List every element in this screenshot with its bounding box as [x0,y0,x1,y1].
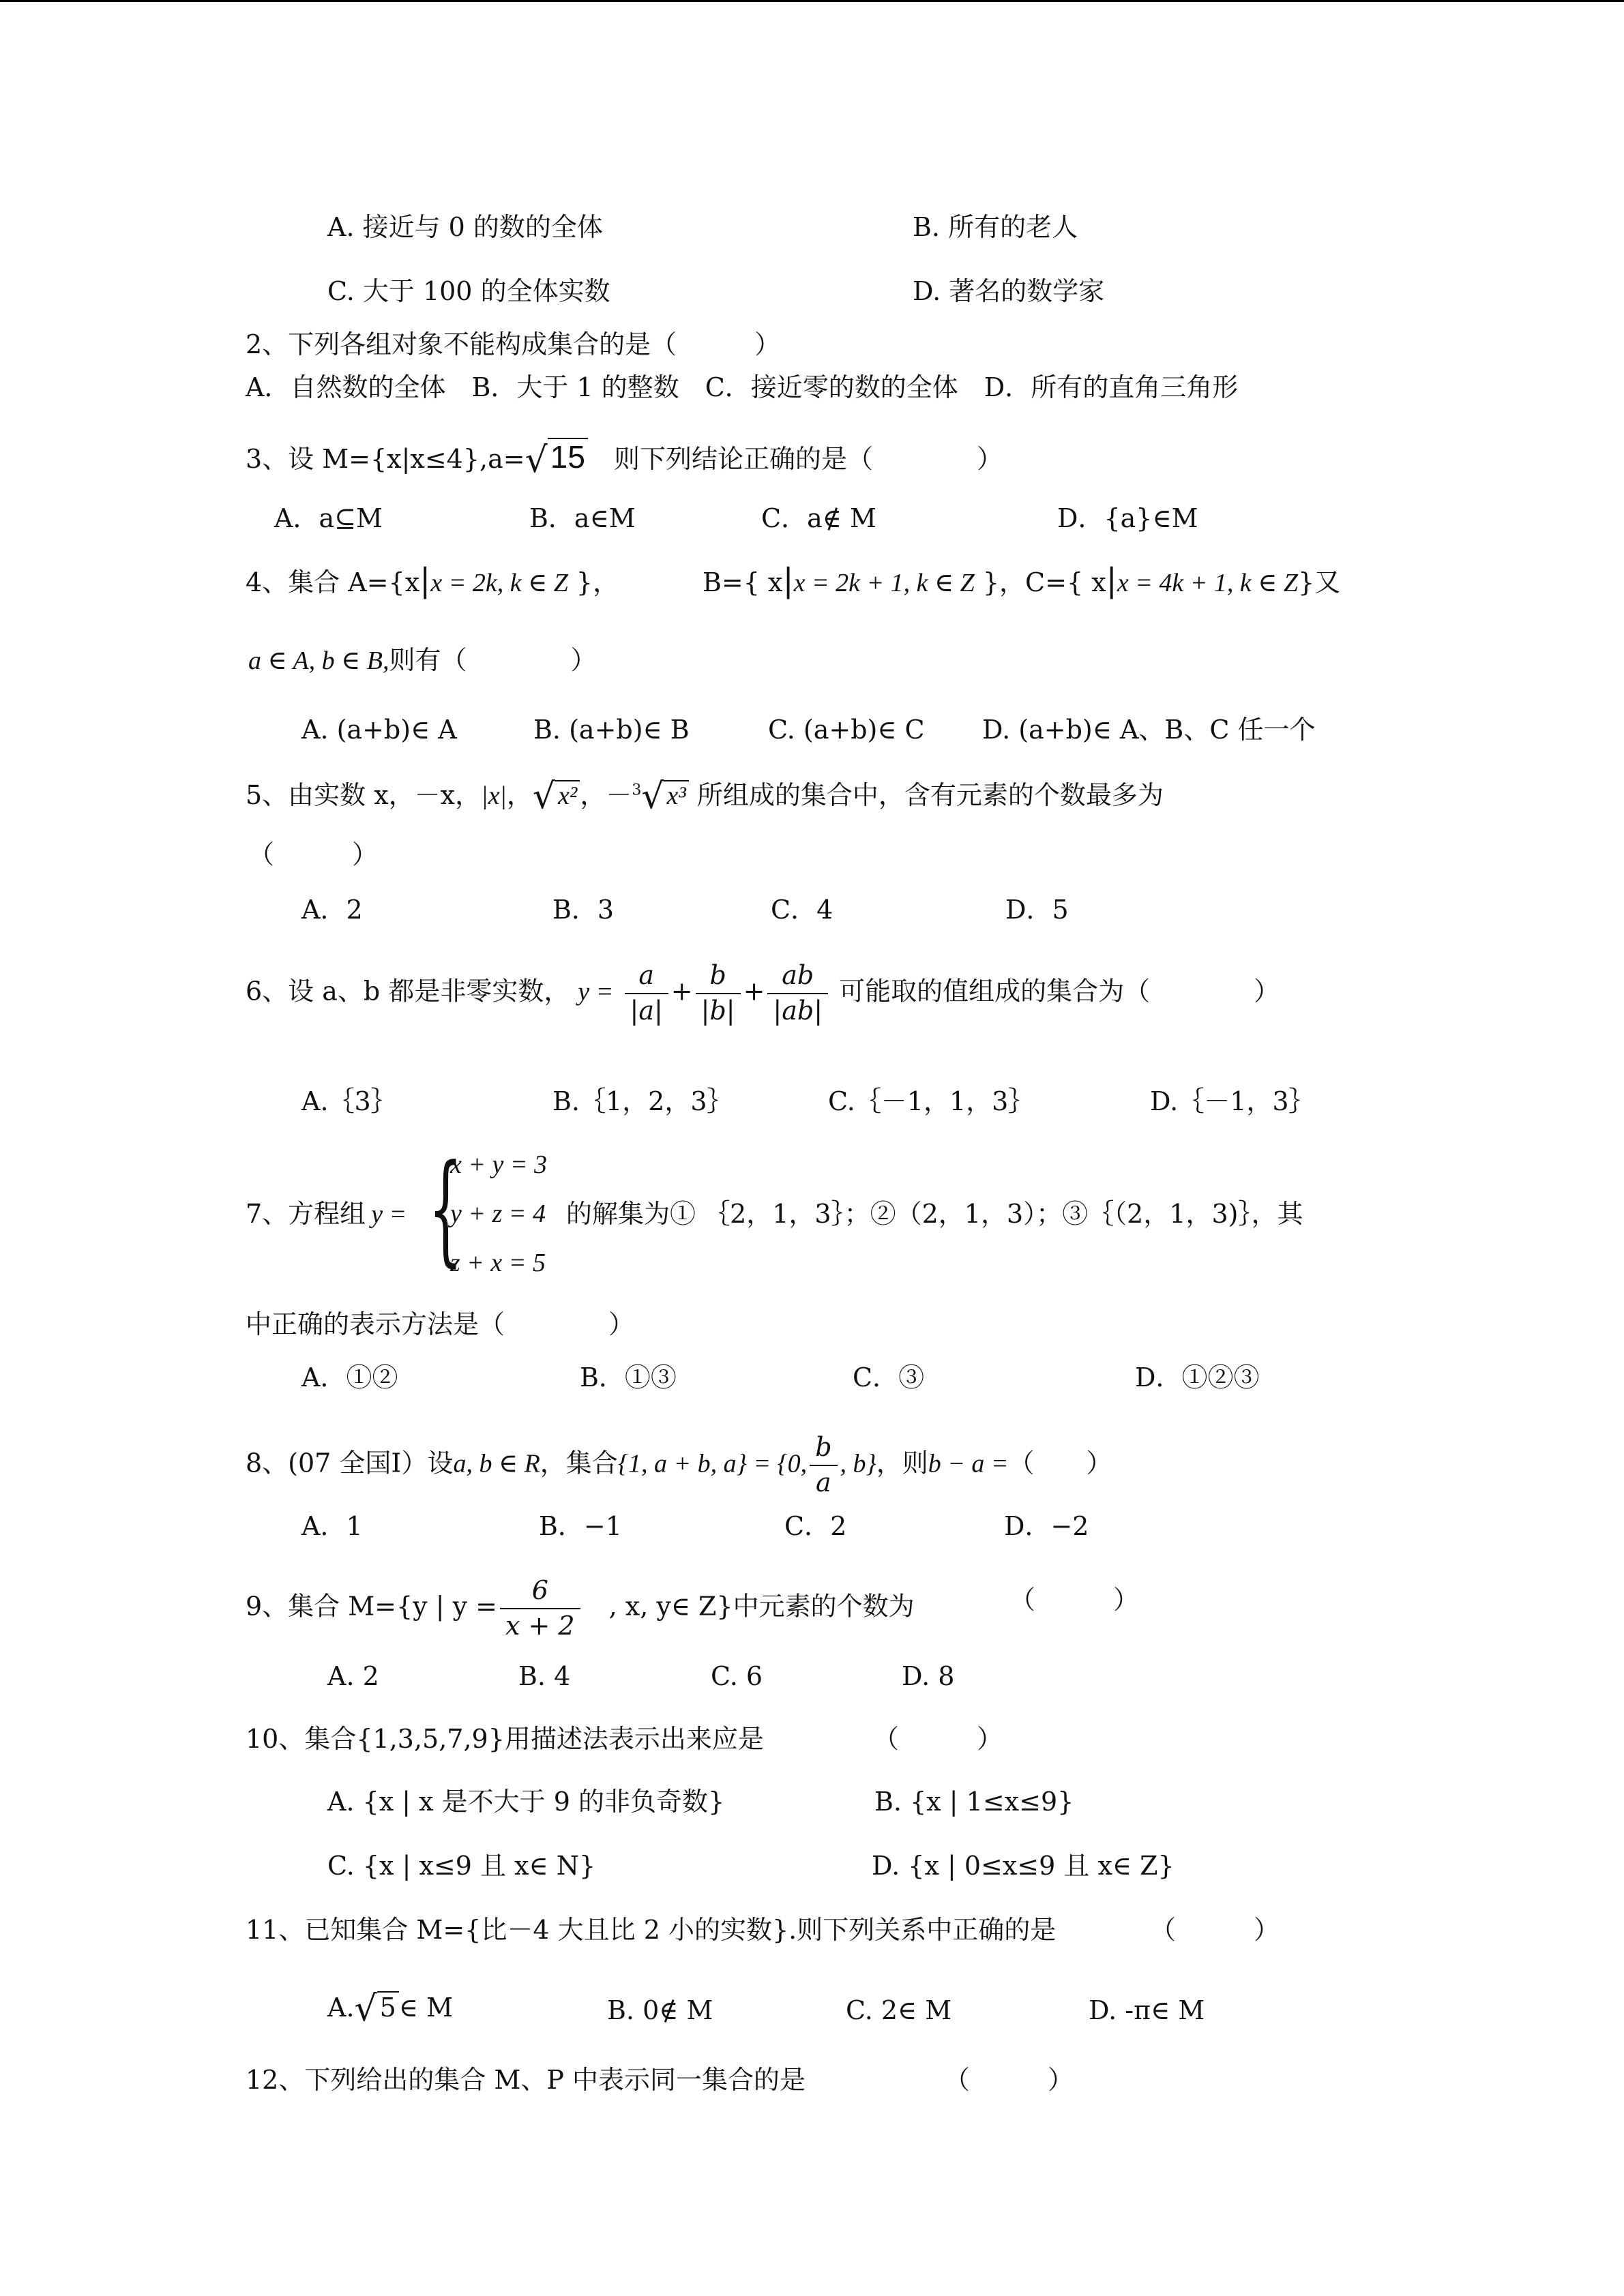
q1-option-c: C. 大于 100 的全体实数 [327,276,610,306]
q5-stem-pre: 5、由实数 x，－x， [246,780,482,810]
q11-option-b: B. 0∉ M [607,1995,713,2025]
q8-option-c: C．2 [784,1511,847,1541]
q8-tail: ，则 [876,1448,928,1478]
q8-ab-in-r: a, b ∈ R [453,1449,540,1478]
q5-option-c: C．4 [771,895,833,925]
q4-cond-a: x = 2k, k ∈ Z [430,569,568,597]
q7-option-b: B．①③ [580,1362,677,1392]
q5-option-d: D．5 [1005,895,1069,925]
q9-paren: （ ） [1009,1585,1140,1615]
q6-option-c: C.｛－1，1，3｝ [828,1086,1035,1116]
q8-set-left: {1, a + b, a} = {0, [617,1449,808,1478]
q6-num-a: a [625,961,668,994]
q11-sqrt: √ 5 [355,1990,399,2029]
q9-fraction [500,1577,580,1641]
q11-option-a [327,1990,453,2029]
q4-option-a: A. (a+b)∈ A [301,715,457,745]
q5-stem-post: 所组成的集合中，含有元素的个数最多为 [696,780,1164,810]
q6-den-ab: |ab| [773,995,823,1026]
q10-option-c: C. {x | x≤9 且 x∈ N} [327,1851,596,1881]
q1-option-d: D. 著名的数学家 [913,276,1105,306]
q6-fraction-b [696,961,741,1026]
q6-fraction-ab [767,961,828,1026]
q5-answer-paren: （ ） [248,839,379,869]
q7-stem-pre-text: 7、方程组 [246,1199,366,1229]
q6-den-b: |b| [700,995,735,1026]
q10-stem: 10、集合{1,3,5,7,9}用描述法表示出来应是 [246,1724,764,1754]
q8-option-d: D．−2 [1004,1511,1089,1541]
q3-stem [246,440,1003,480]
q9-option-c: C. 6 [711,1661,763,1691]
q8-mid: ，集合 [540,1448,618,1478]
q9-frac-den: x + 2 [505,1610,575,1641]
q5-option-b: B．3 [552,895,615,925]
q4-stem-end: }又 [1297,567,1341,597]
q4-option-b: B. (a+b)∈ B [533,715,690,745]
q2-stem: 2、下列各组对象不能构成集合的是（ ） [246,329,781,359]
q10-option-a: A. {x | x 是不大于 9 的非负奇数} [327,1787,725,1817]
q3-option-b: B．a∈M [529,503,636,533]
q4-option-d: D. (a+b)∈ A、B、C 任一个 [982,715,1316,745]
q8-paren: （ ） [1008,1448,1112,1478]
q5-abs-x: |x| [481,781,507,810]
q9-frac-num: 6 [500,1577,580,1609]
q6-option-d: D.｛－1，3｝ [1150,1086,1315,1116]
q8-stem-pre: 8、(07 全国Ⅰ）设 [246,1448,454,1478]
q7-y-eq: y = [371,1200,407,1229]
q8-b-minus-a: b − a = [928,1449,1009,1478]
q6-num-b: b [696,961,741,994]
q3-radicand: 15 [548,438,588,475]
q1-option-a: A. 接近与 0 的数的全体 [327,212,603,242]
q9-option-d: D. 8 [902,1661,955,1691]
q10-option-d: D. {x | 0≤x≤9 且 x∈ Z} [872,1851,1175,1881]
q8-option-b: B．−1 [539,1511,622,1541]
q4-cond-c: x = 4k + 1, k ∈ Z [1117,569,1298,597]
q4-stem-b: B={ x [703,567,783,597]
q4-line2-text: 则有（ ） [389,645,597,675]
q8-stem [246,1433,1112,1497]
q3-option-a: A．a⊆M [274,503,383,533]
q7-eq3: z + x = 5 [450,1249,546,1277]
q9-option-b: B. 4 [518,1661,571,1691]
q7-stem-pre [246,1200,407,1229]
q11-radicand: 5 [377,1991,399,2023]
q6-y-eq: y = [578,977,614,1007]
q4-line2-math: a ∈ A, b ∈ B, [248,646,389,675]
q1-option-b: B. 所有的老人 [913,212,1078,242]
q11-option-d: D. -π∈ M [1089,1995,1205,2025]
q3-stem-pre: 3、设 M={x|x≤4},a= [246,444,525,474]
q4-stem-c: C={ x [1025,567,1106,597]
q7-option-c: C．③ [853,1362,925,1392]
q7-eq2: y + z = 4 [450,1199,546,1228]
q3-option-c: C．a∉ M [761,503,876,533]
q9-stem-post: , x, y∈ Z}中元素的个数为 [582,1591,915,1622]
q4-line2 [248,646,597,676]
q6-option-b: B.｛1，2，3｝ [552,1086,733,1116]
q12-paren: （ ） [944,2065,1074,2095]
q4-stem-a: 4、集合 A={x [246,567,420,597]
q11-option-c: C. 2∈ M [846,1995,952,2025]
q6-num-ab: ab [767,961,828,994]
q5-cbrt-arg: x³ [664,780,688,810]
q11-paren: （ ） [1150,1915,1280,1945]
q9-stem [246,1577,915,1641]
q3-option-d: D．{a}∈M [1057,503,1198,533]
q9-option-a: A. 2 [327,1661,379,1691]
q10-paren: （ ） [873,1724,1003,1754]
q6-stem-pre: 6、设 a、b 都是非零实数， [246,976,570,1007]
q6-fraction-a [625,961,668,1026]
q6-option-a: A.｛3｝ [301,1086,397,1116]
q7-eq1: x + y = 3 [450,1150,548,1179]
q5-option-a: A．2 [301,895,363,925]
q2-options: A．自然数的全体 B．大于 1 的整数 C．接近零的数的全体 D．所有的直角三角形 [246,372,1239,402]
q8-frac-den: a [816,1467,831,1497]
q7-brace: { [428,1139,463,1279]
q6-stem-post: 可能取的值组成的集合为（ ） [839,976,1280,1007]
q5-sqrt: √ x² [533,777,580,816]
q4-set-b: B={ x|x = 2k + 1, k ∈ Z }，C={ x|x = 4k + 1, k ∈ Z}又 [703,561,1341,599]
q4-cond-b: x = 2k + 1, k ∈ Z [793,569,975,597]
q8-fraction [810,1433,837,1497]
q7-option-d: D．①②③ [1135,1362,1260,1392]
q11-option-a-rel: ∈ M [398,1993,453,2023]
q7-option-a: A．①② [301,1362,398,1392]
q5-stem: 5、由实数 x，－x，|x|，√ x² ，－$^3$√ x³ 所组成的集合中，含有元素的个数最多为 [246,776,1164,817]
q4-option-c: C. (a+b)∈ C [768,715,925,745]
q5-sqrt-arg: x² [555,780,580,810]
q8-option-a: A．1 [301,1511,363,1541]
q12-stem: 12、下列给出的集合 M、P 中表示同一集合的是 [246,2065,806,2095]
q10-option-b: B. {x | 1≤x≤9} [874,1787,1074,1817]
q3-stem-post: 则下列结论正确的是（ ） [587,444,1003,474]
q6-den-a: |a| [630,995,663,1026]
q9-stem-pre: 9、集合 M={y | y = [246,1591,497,1622]
q11-option-a-label: A. [327,1993,355,2023]
q7-stem-post: 的解集为① ｛2，1，3｝；②（2，1，3）；③｛（2，1，3)｝，其 [566,1199,1303,1229]
q11-stem: 11、已知集合 M={比－4 大且比 2 小的实数}.则下列关系中正确的是 [246,1915,1057,1945]
q8-set-right: , b} [840,1449,876,1478]
q8-frac-num: b [810,1433,837,1466]
q6-stem: 6、设 a、b 都是非零实数， y = $\frac{a}{|a|}$ + $\frac{b}{|b|}$ + $\frac{ab}{|ab|}$ 可能取的值组成的集合为（ ） [246,960,1280,1026]
q4-stem: 4、集合 A={x|x = 2k, k ∈ Z }， [246,561,619,599]
q3-sqrt: √15 [525,440,588,480]
q5-cbrt: $^3$√ x³ [632,777,688,816]
top-border [0,0,1624,2]
q7-line2: 中正确的表示方法是（ ） [246,1309,635,1339]
